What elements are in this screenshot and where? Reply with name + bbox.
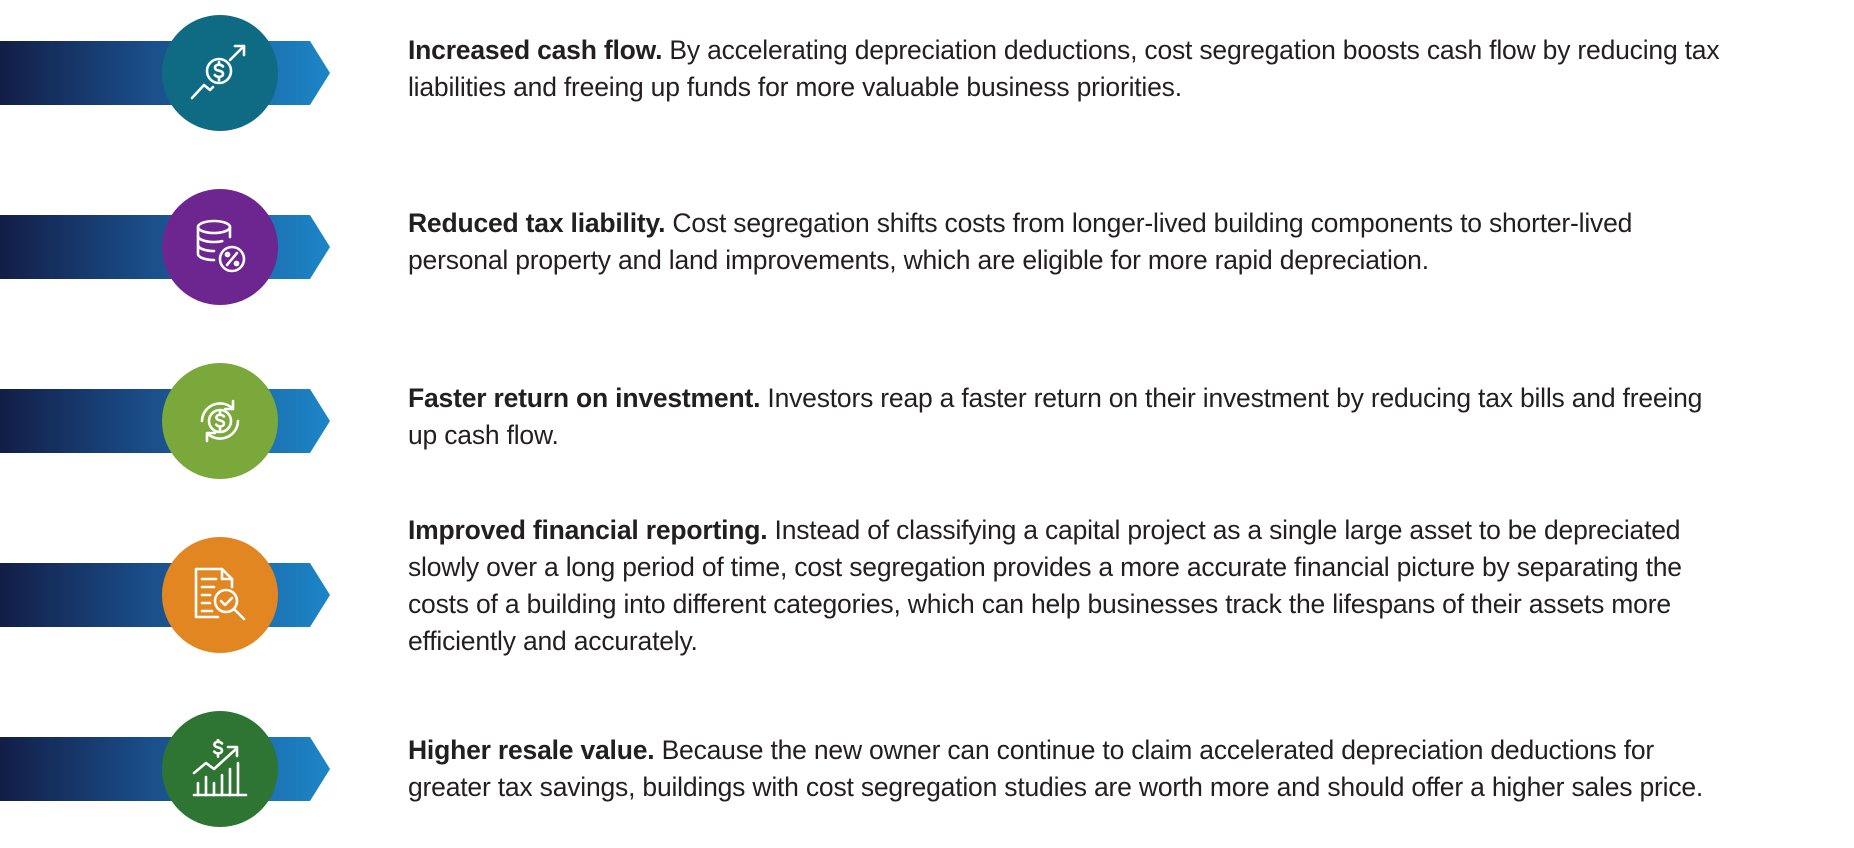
benefit-body: Cost segregation shifts costs from longer-lived building components to shorter-lived personal property and land improvements, which are eligible for more rapid depreciation. <box>408 208 1633 275</box>
icon-badge <box>162 537 278 653</box>
document-magnifier-icon <box>190 565 250 625</box>
cash-growth-icon <box>190 43 250 103</box>
benefit-title: Reduced tax liability. <box>408 208 666 238</box>
benefit-text <box>408 32 1738 106</box>
benefit-text <box>408 205 1738 279</box>
benefit-title: Faster return on investment. <box>408 383 761 413</box>
benefit-body: Because the new owner can continue to claim accelerated depreciation deductions for greater tax savings, buildings with cost segregation studies are worth more and should offer a higher sales price. <box>408 735 1704 802</box>
benefit-body: Instead of classifying a capital project as a single large asset to be depreciated slowly over a long period of time, cost segregation provides a more accurate financial picture by separating the costs of a building into different categories, which can help businesses track the lifespans of their assets more efficiently and accurately. <box>408 515 1682 656</box>
benefit-title: Improved financial reporting. <box>408 515 768 545</box>
icon-badge <box>162 15 278 131</box>
benefit-body: By accelerating depreciation deductions, cost segregation boosts cash flow by reducing tax liabilities and freeing up funds for more valuable business priorities. <box>408 35 1720 102</box>
dollar-bar-chart-icon <box>190 739 250 799</box>
dollar-cycle-icon <box>190 391 250 451</box>
icon-badge <box>162 711 278 827</box>
icon-badge <box>162 363 278 479</box>
benefit-title: Increased cash flow. <box>408 35 663 65</box>
benefit-text <box>408 512 1738 660</box>
coins-percent-icon <box>190 217 250 277</box>
benefit-body: Investors reap a faster return on their investment by reducing tax bills and freeing up cash flow. <box>408 383 1703 450</box>
benefit-text <box>408 380 1738 454</box>
benefit-text <box>408 732 1738 806</box>
icon-badge <box>162 189 278 305</box>
benefit-title: Higher resale value. <box>408 735 655 765</box>
